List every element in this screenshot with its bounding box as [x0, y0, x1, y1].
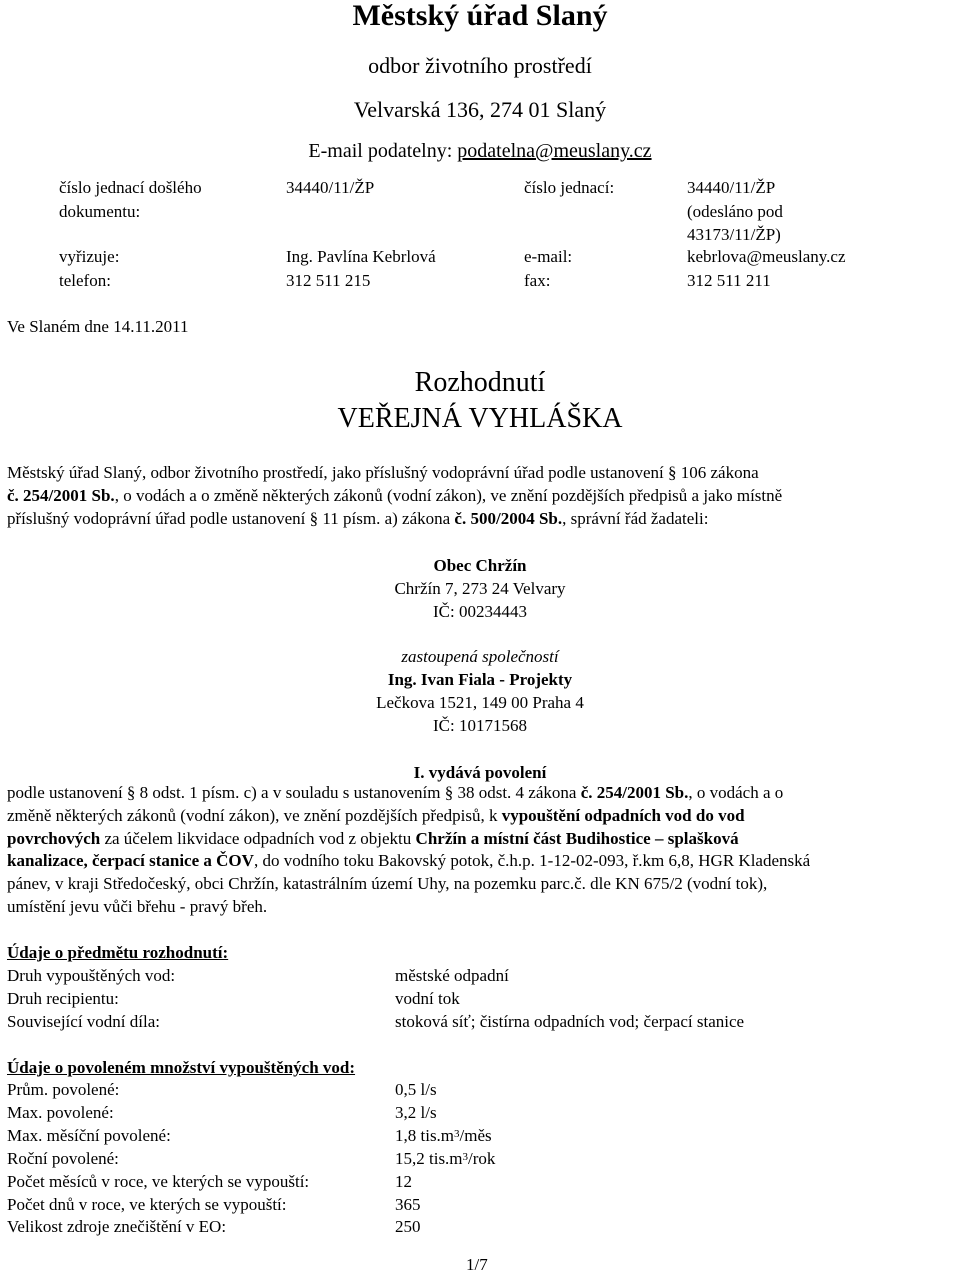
intro-line-2-text: , o vodách a o změně některých zákonů (vodní zákon), ve znění pozdějších předpisů a jako místně: [114, 485, 783, 505]
permit-line-1b: , o vodách a o: [688, 783, 784, 802]
max-value: 3,2 l/s: [395, 1103, 437, 1122]
applicant-ic: IČ: 00234443: [433, 602, 527, 621]
subject-label-0: Druh vypouštěných vod:: [7, 966, 176, 985]
subject-value-0: městské odpadní: [395, 966, 509, 985]
days-value: 365: [395, 1195, 421, 1214]
permit-paragraph: [7, 782, 955, 919]
months-value: 12: [395, 1172, 412, 1191]
intro-line-3: [7, 508, 955, 531]
ref-label: číslo jednací:: [524, 178, 615, 197]
fax-label: fax:: [524, 271, 551, 290]
avg-label: Prům. povolené:: [7, 1080, 120, 1099]
handler-value: Ing. Pavlína Kebrlová: [286, 247, 436, 266]
monthly-number: 1,8 tis.m: [395, 1126, 455, 1145]
permit-line-3a: za účelem likvidace odpadních vod z objektu: [100, 828, 416, 848]
max-label: Max. povolené:: [7, 1103, 114, 1122]
office-name: Městský úřad Slaný: [352, 0, 608, 32]
permit-line-2a: změně některých zákonů (vodní zákon), ve znění pozdějších předpisů, k: [7, 805, 502, 825]
permit-line-4: [7, 850, 955, 873]
intro-line-3a: příslušný vodoprávní úřad podle ustanovení § 11 písm. a) zákona: [7, 508, 455, 528]
intro-line-2: [7, 485, 955, 508]
section-title: I. vydává povolení: [413, 763, 547, 782]
months-label: Počet měsíců v roce, ve kterých se vypouští:: [7, 1172, 310, 1191]
intro-line-3b: , správní řád žadateli:: [562, 508, 709, 528]
sent-ref-1: (odesláno pod: [687, 202, 783, 221]
applicant-name: Obec Chržín: [433, 556, 527, 575]
intro-paragraph: [7, 462, 955, 530]
represented-label: zastoupená společností: [401, 647, 559, 666]
email-line: [0, 138, 960, 164]
email-link[interactable]: podatelna@meuslany.cz: [457, 140, 652, 162]
yearly-unit: /rok: [468, 1149, 496, 1168]
subject-label-1: Druh recipientu:: [7, 989, 119, 1008]
eo-value: 250: [395, 1217, 421, 1236]
permit-line-5: pánev, v kraji Středočeský, obci Chržín, katastrálním území Uhy, na pozemku parc.č. dle KN 675/2 (vodní tok),: [7, 874, 768, 894]
subject-value-2: stoková síť; čistírna odpadních vod; čerpací stanice: [395, 1012, 745, 1031]
intro-law-ref-2: č. 500/2004 Sb.: [454, 508, 563, 528]
eo-label: Velikost zdroje znečištění v EO:: [7, 1217, 227, 1236]
email-value: kebrlova@meuslany.cz: [687, 247, 846, 266]
amounts-heading: Údaje o povoleném množství vypouštěných vod:: [7, 1058, 356, 1077]
permit-line-4-bold: kanalizace, čerpací stanice a ČOV: [7, 851, 254, 871]
phone-value: 312 511 215: [286, 271, 371, 290]
department: odbor životního prostředí: [368, 53, 592, 78]
permit-law-ref: č. 254/2001 Sb.: [580, 783, 689, 802]
permit-line-6: umístění jevu vůči břehu - pravý břeh.: [7, 896, 268, 916]
permit-line-3: [7, 828, 955, 851]
document-title: Rozhodnutí: [414, 367, 546, 398]
ref-in-value: 34440/11/ŽP: [286, 178, 375, 197]
monthly-label: Max. měsíční povolené:: [7, 1126, 171, 1145]
avg-value: 0,5 l/s: [395, 1080, 437, 1099]
subject-label-2: Související vodní díla:: [7, 1012, 160, 1031]
page-number: 1/7: [466, 1255, 488, 1274]
date-line: Ve Slaném dne 14.11.2011: [7, 317, 189, 336]
handler-label: vyřizuje:: [59, 247, 120, 266]
subject-heading: Údaje o předmětu rozhodnutí:: [7, 943, 229, 962]
phone-label: telefon:: [59, 271, 111, 290]
representative-address: Lečkova 1521, 149 00 Praha 4: [376, 693, 584, 712]
applicant-address: Chržín 7, 273 24 Velvary: [394, 579, 566, 598]
yearly-label: Roční povolené:: [7, 1149, 119, 1168]
days-label: Počet dnů v roce, ve kterých se vypouští:: [7, 1195, 287, 1214]
fax-value: 312 511 211: [687, 271, 771, 290]
permit-line-1a: podle ustanovení § 8 odst. 1 písm. c) a v souladu s ustanovením § 38 odst. 4 zákona: [7, 783, 581, 802]
email-prefix: E-mail podatelny:: [308, 140, 458, 162]
representative-name: Ing. Ivan Fiala - Projekty: [387, 670, 573, 689]
yearly-number: 15,2 tis.m: [395, 1149, 463, 1168]
monthly-value: [395, 1125, 492, 1147]
yearly-value: [395, 1148, 495, 1170]
permit-line-4a: , do vodního toku Bakovský potok, č.h.p. 1-12-02-093, ř.km 6,8, HGR Kladenská: [253, 851, 811, 871]
intro-law-ref: č. 254/2001 Sb.: [7, 485, 115, 505]
representative-ic: IČ: 10171568: [433, 716, 527, 735]
permit-line-3-bold1: povrchových: [7, 828, 101, 848]
office-address: Velvarská 136, 274 01 Slaný: [353, 97, 607, 122]
ref-value: 34440/11/ŽP: [687, 178, 776, 197]
subject-value-1: vodní tok: [395, 989, 460, 1008]
email-label: e-mail:: [524, 247, 573, 266]
permit-line-2: [7, 805, 955, 828]
permit-line-3-bold2: Chržín a místní část Budihostice – splašková: [415, 828, 739, 848]
permit-line-2-bold: vypouštění odpadních vod do vod: [501, 805, 745, 825]
sent-ref-2: 43173/11/ŽP): [687, 225, 781, 244]
intro-line-1: Městský úřad Slaný, odbor životního prostředí, jako příslušný vodoprávní úřad podle ustanovení § 106 zákona: [7, 463, 759, 482]
document-subtitle: VEŘEJNÁ VYHLÁŠKA: [337, 403, 623, 434]
ref-in-label-2: dokumentu:: [59, 202, 141, 221]
monthly-exponent: 3: [454, 1128, 460, 1140]
yearly-exponent: 3: [462, 1151, 469, 1163]
ref-in-label-1: číslo jednací došlého: [59, 178, 202, 197]
monthly-unit: /měs: [459, 1126, 492, 1145]
permit-line-1: [7, 782, 955, 805]
